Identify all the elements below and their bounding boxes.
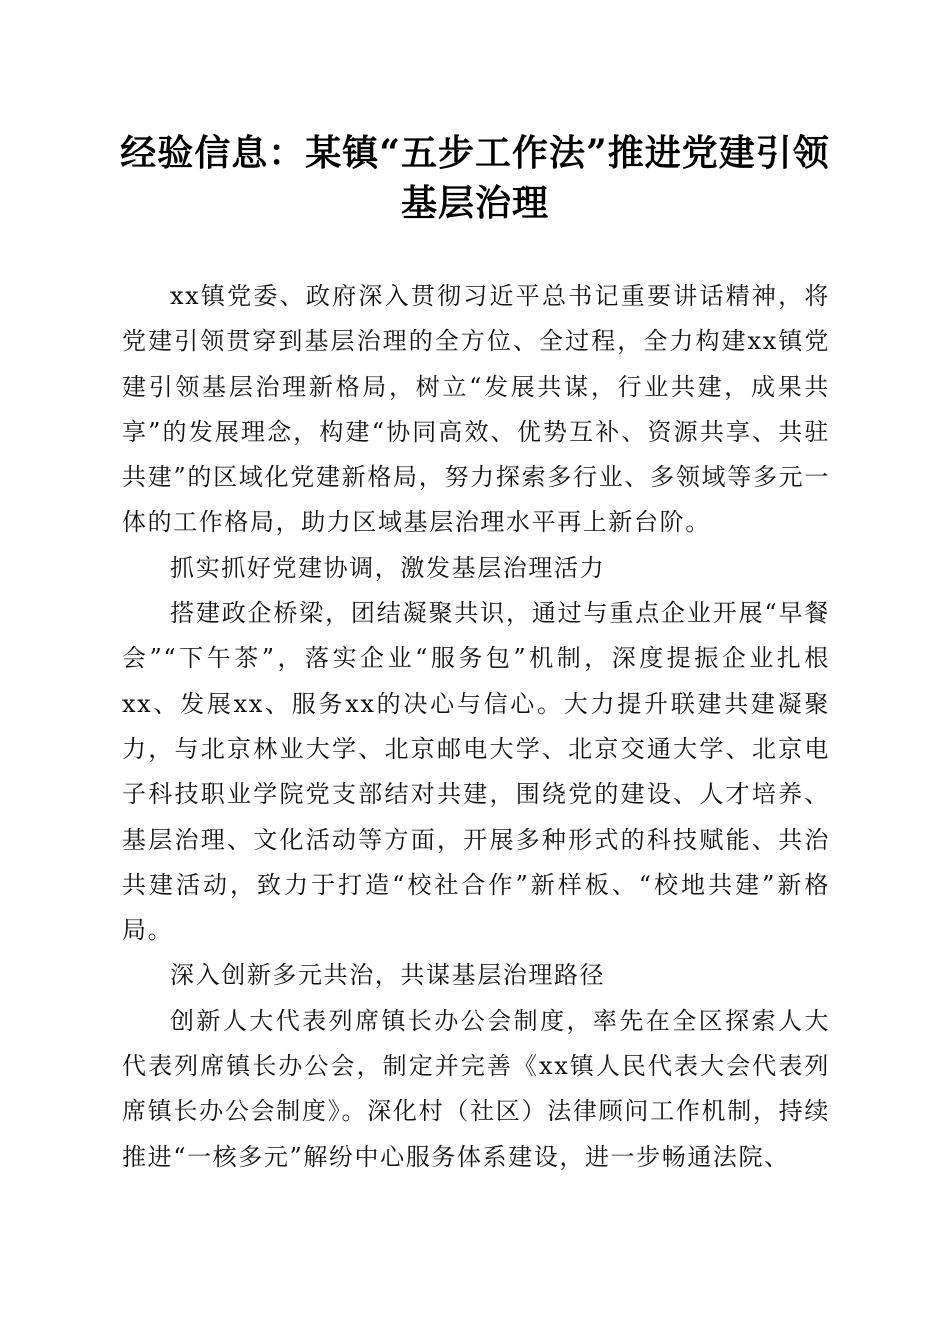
section-2-paragraph: 创新人大代表列席镇长办公会制度，率先在全区探索人大代表列席镇长办公会，制定并完善《xx镇人民代表大会代表列席镇长办公会制度》。深化村（社区）法律顾问工作机制，持续推进“一核多元”解纷中心服务体系建设，进一步畅通法院、	[122, 1006, 830, 1171]
document-body	[122, 274, 830, 1180]
intro-paragraph: xx镇党委、政府深入贯彻习近平总书记重要讲话精神，将党建引领贯穿到基层治理的全方位、全过程，全力构建xx镇党建引领基层治理新格局，树立“发展共谋，行业共建，成果共享”的发展理念，构建“协同高效、优势互补、资源共享、共驻共建”的区域化党建新格局，努力探索多行业、多领域等多元一体的工作格局，助力区域基层治理水平再上新台阶。	[122, 282, 830, 537]
section-heading-2: 深入创新多元共治，共谋基层治理路径	[170, 961, 606, 990]
document-title	[100, 128, 850, 228]
section-heading-1: 抓实抓好党建协调，激发基层治理活力	[170, 553, 606, 582]
title-line-2: 基层治理	[400, 182, 549, 224]
section-1-paragraph: 搭建政企桥梁，团结凝聚共识，通过与重点企业开展“早餐会”“下午茶”，落实企业“服务包”机制，深度提振企业扎根xx、发展xx、服务xx的决心与信心。大力提升联建共建凝聚力，与北京林业大学、北京邮电大学、北京交通大学、北京电子科技职业学院党支部结对共建，围绕党的建设、人才培养、基层治理、文化活动等方面，开展多种形式的科技赋能、共治共建活动，致力于打造“校社合作”新样板、“校地共建”新格局。	[122, 599, 830, 945]
title-line-1: 经验信息：某镇“五步工作法”推进党建引领	[120, 132, 830, 174]
